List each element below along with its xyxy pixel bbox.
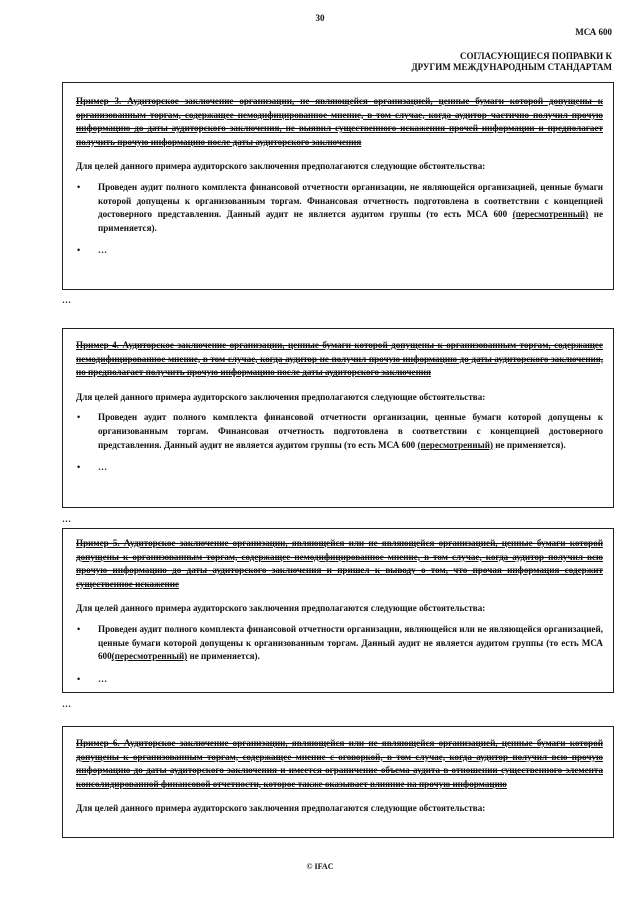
bullet-main-text: Проведен аудит полного комплекта финансовой отчетности организации, ценные бумаги которой допущены к организованным торгам. Финансовая отчетность подготовлена в соответствии с концепцией достоверного представления. Данный аудит не является аудитом группы (то есть МСА 600 xyxy=(98,412,603,450)
section-title xyxy=(411,51,612,73)
bullet-text xyxy=(98,411,603,452)
example-4-circumstances xyxy=(76,411,603,474)
omission-ellipsis-1: … xyxy=(62,295,71,305)
bullet-ellipsis: … xyxy=(98,462,108,473)
example-5-circumstances xyxy=(76,623,603,686)
footer-copyright: © IFAC xyxy=(306,862,334,871)
page-number: 30 xyxy=(315,13,325,23)
omission-ellipsis-3: … xyxy=(62,699,71,709)
inserted-text: (пересмотренный) xyxy=(111,651,188,662)
example-3-circumstances xyxy=(76,181,603,258)
list-item xyxy=(76,244,603,258)
bullet-icon: • xyxy=(77,462,81,473)
list-item xyxy=(76,461,603,475)
bullet-ellipsis: … xyxy=(98,245,108,256)
example-4-title: Пример 4. Аудиторское заключение организации, ценные бумаги которой допущены к организованным торгам, содержащее немодифицированное мнение, в том случае, когда аудитор не получил прочую информацию до даты аудиторского заключения, но предполагает получить прочую информацию после даты аудиторского заключения xyxy=(76,340,603,378)
section-title-line-2: ДРУГИМ МЕЖДУНАРОДНЫМ СТАНДАРТАМ xyxy=(411,62,612,72)
list-item xyxy=(76,623,603,664)
example-6-title: Пример 6. Аудиторское заключение организации, являющейся или не являющейся организацией, ценные бумаги которой допущены к организованным торгам, содержащее мнение с оговоркой, в том случае, когда аудитор получил всю прочую информацию до даты аудиторского заключения и имеется ограничение объема аудита в отношении существенного элемента консолидированной финансовой отчетности, которое также оказывает влияние на прочую информацию xyxy=(76,738,603,789)
bullet-icon: • xyxy=(77,181,81,192)
example-4-intro: Для целей данного примера аудиторского заключения предполагаются следующие обстоятельства: xyxy=(76,391,486,402)
example-5-title: Пример 5. Аудиторское заключение организации, являющейся или не являющейся организацией, ценные бумаги которой допущены к организованным торгам, содержащее немодифицированное мнение, в том случае, когда аудитор получил всю прочую информацию до даты аудиторского заключения и пришел к выводу о том, что прочая информация содержит существенное искажение xyxy=(76,538,603,589)
bullet-icon: • xyxy=(77,412,81,423)
bullet-main-text: Проведен аудит полного комплекта финансовой отчетности организации, не являющейся организацией, ценные бумаги которой допущены к организованным торгам. Финансовая отчетность подготовлена в соответствии с концепцией достоверного представления. Данный аудит не является аудитом группы (то есть МСА 600 xyxy=(98,181,603,220)
example-5-box xyxy=(62,528,614,693)
bullet-tail-text: не применяется). xyxy=(187,651,260,662)
bullet-tail-text: не применяется). xyxy=(98,209,603,233)
bullet-main-text: Проведен аудит полного комплекта финансовой отчетности организации, являющейся или не являющейся организацией, ценные бумаги которой допущены к организованным торгам. Данный аудит не является аудитом группы (то есть МСА 600 xyxy=(98,623,603,662)
bullet-ellipsis: … xyxy=(98,673,108,684)
bullet-text xyxy=(98,623,603,664)
example-3-title: Пример 3. Аудиторское заключение организации, не являющейся организацией, ценные бумаги которой допущены к организованным торгам, содержащее немодифицированное мнение, в том случае, когда аудитор частично получил прочую информацию до даты аудиторского заключения, не выявил существенного искажения прочей информации и предполагает получить прочую информацию после даты аудиторского заключения xyxy=(76,96,603,147)
list-item xyxy=(76,181,603,235)
example-4-box xyxy=(62,328,614,508)
inserted-text: (пересмотренный) xyxy=(417,439,494,450)
omission-ellipsis-2: … xyxy=(62,514,71,524)
example-6-intro: Для целей данного примера аудиторского заключения предполагаются следующие обстоятельства: xyxy=(76,803,486,814)
bullet-tail-text: не применяется). xyxy=(493,439,566,450)
bullet-icon: • xyxy=(77,623,81,634)
bullet-icon: • xyxy=(77,245,81,256)
example-3-intro: Для целей данного примера аудиторского заключения предполагаются следующие обстоятельства: xyxy=(76,161,486,172)
inserted-text: (пересмотренный) xyxy=(512,209,589,220)
example-5-intro: Для целей данного примера аудиторского заключения предполагаются следующие обстоятельства: xyxy=(76,603,486,614)
document-code: МСА 600 xyxy=(575,27,612,37)
bullet-text xyxy=(98,181,603,235)
list-item xyxy=(76,411,603,452)
example-3-box xyxy=(62,82,614,290)
bullet-icon: • xyxy=(77,673,81,684)
list-item xyxy=(76,673,603,687)
section-title-line-1: СОГЛАСУЮЩИЕСЯ ПОПРАВКИ К xyxy=(459,51,612,61)
example-6-box xyxy=(62,726,614,838)
